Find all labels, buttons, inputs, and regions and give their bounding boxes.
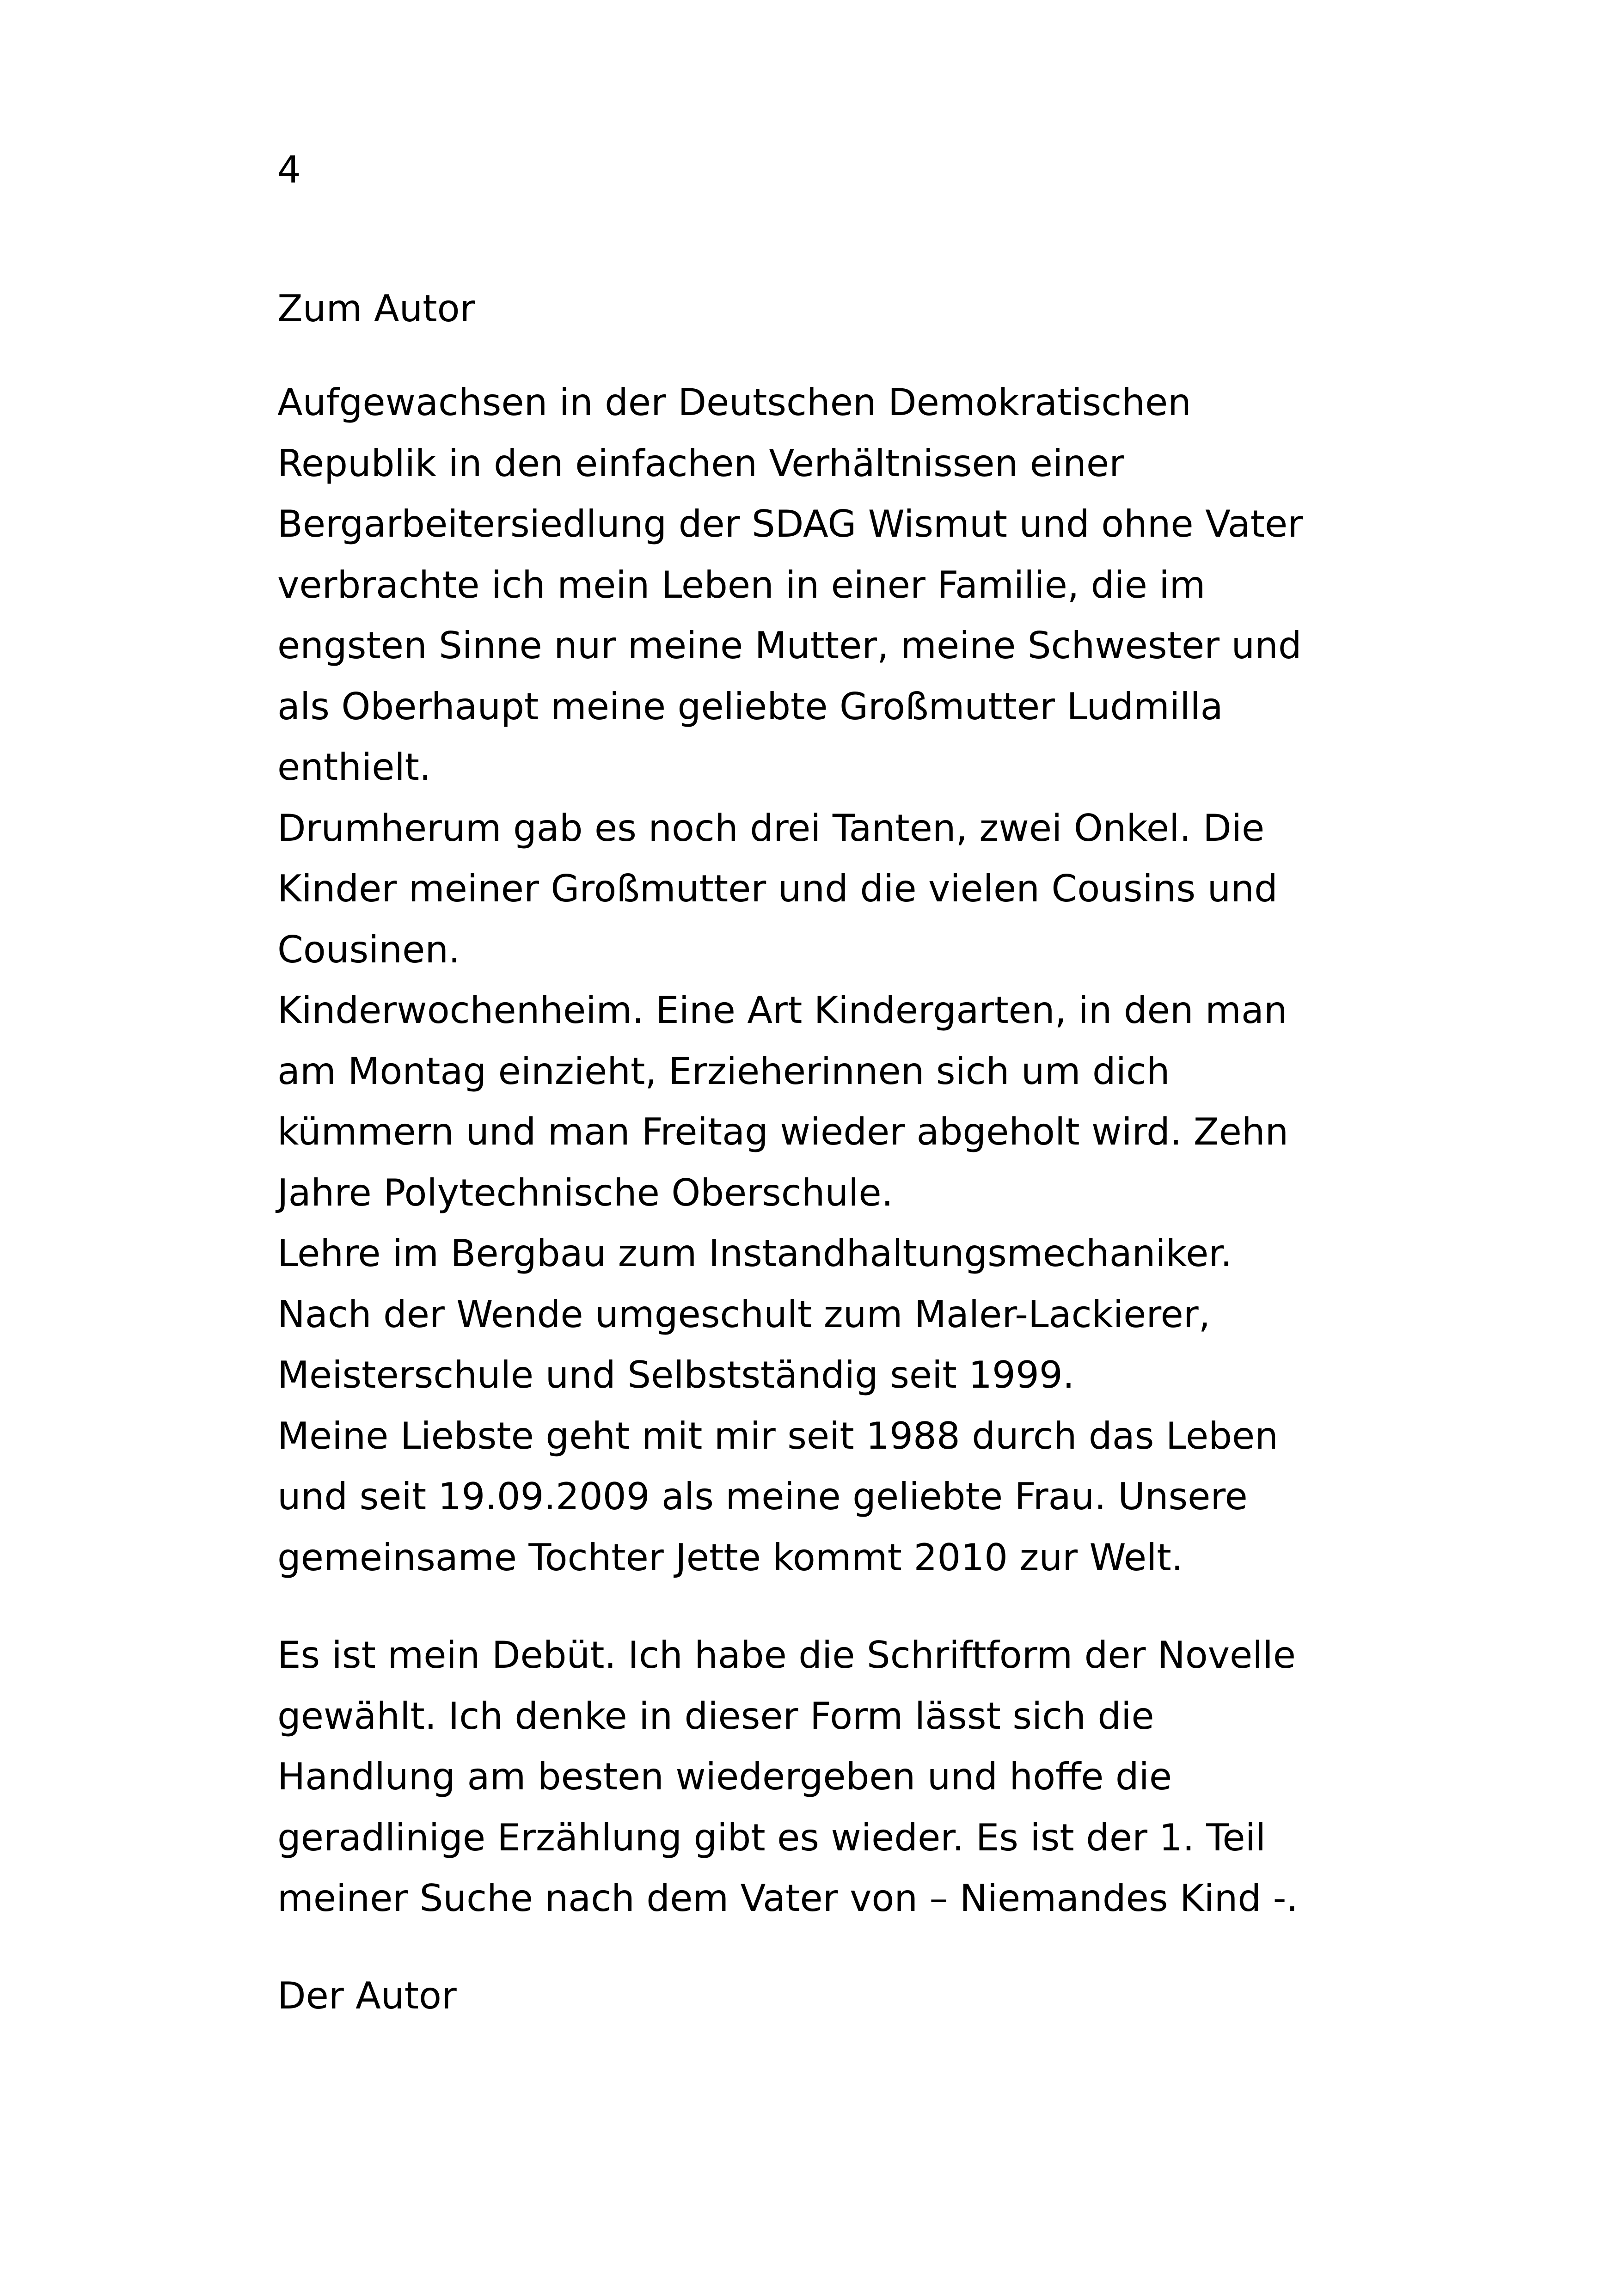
text-line: geradlinige Erzählung gibt es wieder. Es ist der 1. Teil <box>277 1816 1266 1859</box>
text-line: kümmern und man Freitag wieder abgeholt wird. Zehn <box>277 1110 1289 1153</box>
text-line: und seit 19.09.2009 als meine geliebte Frau. Unsere <box>277 1475 1248 1518</box>
text-line: enthielt. <box>277 746 431 789</box>
signature-text: Der Autor <box>277 1974 457 2017</box>
text-line: Jahre Polytechnische Oberschule. <box>277 1171 894 1214</box>
paragraph-biography <box>277 372 1433 1588</box>
text-line: Es ist mein Debüt. Ich habe die Schriftform der Novelle <box>277 1634 1296 1677</box>
section-heading: Zum Autor <box>277 287 475 330</box>
text-line: Cousinen. <box>277 928 460 971</box>
text-line: Meine Liebste geht mit mir seit 1988 durch das Leben <box>277 1414 1278 1457</box>
text-line: Aufgewachsen in der Deutschen Demokratischen <box>277 381 1191 424</box>
text-line: Handlung am besten wiedergeben und hoffe die <box>277 1755 1172 1798</box>
text-line: gemeinsame Tochter Jette kommt 2010 zur Welt. <box>277 1536 1183 1579</box>
text-line: Meisterschule und Selbstständig seit 1999. <box>277 1353 1075 1396</box>
page-number: 4 <box>277 148 301 191</box>
text-line: Drumherum gab es noch drei Tanten, zwei Onkel. Die <box>277 806 1265 850</box>
text-line: Republik in den einfachen Verhältnissen einer <box>277 441 1124 485</box>
text-line: Lehre im Bergbau zum Instandhaltungsmechaniker. <box>277 1232 1232 1275</box>
paragraph-debut <box>277 1625 1433 1929</box>
text-line: Bergarbeitersiedlung der SDAG Wismut und ohne Vater <box>277 502 1303 545</box>
text-line: meiner Suche nach dem Vater von – Niemandes Kind -. <box>277 1877 1298 1920</box>
text-line: gewählt. Ich denke in dieser Form lässt sich die <box>277 1694 1154 1738</box>
text-line: Nach der Wende umgeschult zum Maler-Lackierer, <box>277 1292 1211 1336</box>
text-line: verbrachte ich mein Leben in einer Familie, die im <box>277 563 1206 606</box>
text-line: Kinder meiner Großmutter und die vielen Cousins und <box>277 867 1278 910</box>
signature <box>277 1965 1433 2027</box>
text-line: als Oberhaupt meine geliebte Großmutter Ludmilla <box>277 685 1223 728</box>
text-line: engsten Sinne nur meine Mutter, meine Schwester und <box>277 624 1302 667</box>
text-line: am Montag einzieht, Erzieherinnen sich um dich <box>277 1049 1170 1093</box>
text-line: Kinderwochenheim. Eine Art Kindergarten, in den man <box>277 989 1287 1032</box>
